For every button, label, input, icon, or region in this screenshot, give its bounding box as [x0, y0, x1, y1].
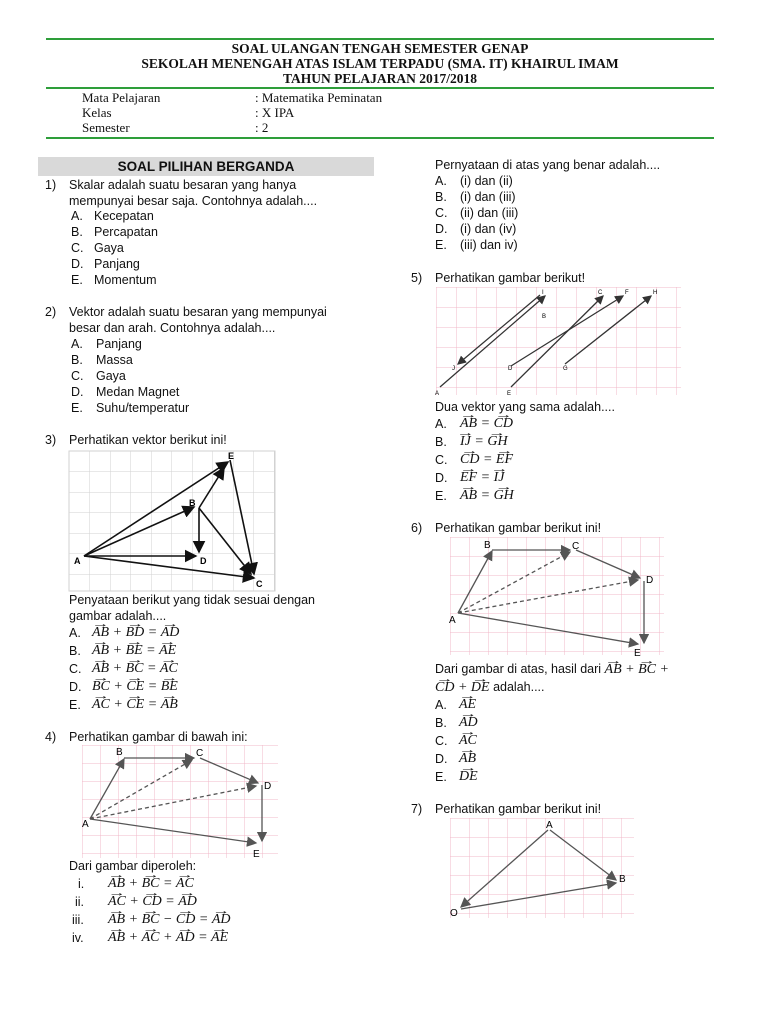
- q4-item-iii-label: iii.: [72, 913, 84, 927]
- q4-item-i-expr: → AB + → BC = → AC: [108, 876, 194, 892]
- q1-option-d-letter: D.: [71, 257, 84, 271]
- q6-option-e-expr: → DE: [459, 769, 478, 785]
- q7-vector-figure: [446, 816, 636, 921]
- q5-option-e-expr: → AB = → GH: [460, 488, 514, 504]
- q4cont-option-c-letter: C.: [435, 206, 448, 220]
- class-value: : X IPA: [255, 105, 295, 120]
- q5-label-a: A: [435, 391, 440, 397]
- q4cont-option-d-letter: D.: [435, 222, 448, 236]
- q3-option-c-letter: C.: [69, 662, 82, 676]
- q6-option-c-expr: → AC: [459, 733, 477, 749]
- q3-number: 3): [45, 433, 57, 447]
- q3-option-b-letter: B.: [69, 644, 81, 658]
- q5-label-h: H: [653, 290, 658, 296]
- q3-line1: Perhatikan vektor berikut ini!: [69, 433, 227, 447]
- q4cont-option-a-letter: A.: [435, 174, 447, 188]
- q2-line2: besar dan arah. Contohnya adalah....: [69, 321, 276, 335]
- q6-number: 6): [411, 521, 423, 535]
- q3-stem-line2: gambar adalah....: [69, 609, 167, 623]
- q3-vector-figure: [68, 450, 276, 592]
- q5-label-d: D: [508, 366, 513, 372]
- q4-number: 4): [45, 730, 57, 744]
- q4-item-ii-expr: → AC + → CD = → AD: [108, 894, 197, 910]
- q5-vector-figure: [433, 284, 683, 399]
- q1-option-c-letter: C.: [71, 241, 84, 255]
- semester-value: : 2: [255, 120, 269, 135]
- header-rule-bottom: [46, 137, 714, 139]
- q5-option-b-expr: → IJ = → GH: [460, 434, 508, 450]
- q5-line1: Perhatikan gambar berikut!: [435, 271, 586, 285]
- q5-option-b-letter: B.: [435, 435, 447, 449]
- q2-option-c-text: Gaya: [96, 369, 126, 383]
- q5-option-e-letter: E.: [435, 489, 447, 503]
- q6-label-d: D: [646, 575, 654, 586]
- q1-option-b-text: Percapatan: [94, 225, 158, 239]
- header-rule-top: [46, 38, 714, 40]
- q4-label-b: B: [116, 747, 123, 758]
- section-title: SOAL PILIHAN BERGANDA: [38, 157, 374, 176]
- q6-label-b: B: [484, 540, 491, 551]
- q5-label-g: G: [563, 366, 568, 372]
- q3-label-a: A: [74, 556, 81, 566]
- class-label: Kelas: [82, 105, 112, 120]
- q4cont-stem: Pernyataan di atas yang benar adalah....: [435, 158, 661, 172]
- q2-option-a-letter: A.: [71, 337, 83, 351]
- q6-stem-line2: → CD + → DE adalah....: [435, 679, 545, 696]
- q4-vector-figure: [80, 745, 280, 860]
- q1-line2: mempunyai besar saja. Contohnya adalah....: [69, 194, 318, 208]
- q5-label-e: E: [507, 391, 512, 397]
- q5-option-d-letter: D.: [435, 471, 448, 485]
- q2-option-e-letter: E.: [71, 401, 83, 415]
- q6-line1: Perhatikan gambar berikut ini!: [435, 521, 602, 535]
- q6-label-a: A: [449, 615, 456, 626]
- q6-option-a-expr: → AE: [459, 697, 476, 713]
- q3-option-e-letter: E.: [69, 698, 81, 712]
- header-title-3: TAHUN PELAJARAN 2017/2018: [282, 71, 477, 86]
- q3-label-e: E: [228, 451, 235, 461]
- q5-label-b: B: [542, 314, 547, 320]
- q3-label-d: D: [200, 556, 207, 566]
- q4-item-iv-expr: → AB + → AC + → AD = → AE: [108, 930, 228, 946]
- q3-option-a-expr: → AB + → BD = → AD: [92, 625, 179, 641]
- q4-label-d: D: [264, 781, 272, 792]
- header-rule-mid: [46, 87, 714, 89]
- q2-option-e-text: Suhu/temperatur: [96, 401, 190, 415]
- q2-number: 2): [45, 305, 57, 319]
- q7-number: 7): [411, 802, 423, 816]
- q3-stem-line1: Penyataan berikut yang tidak sesuai dengan: [69, 593, 316, 607]
- q1-option-e-letter: E.: [71, 273, 83, 287]
- q7-line1: Perhatikan gambar berikut ini!: [435, 802, 602, 816]
- q4-stem: Dari gambar diperoleh:: [69, 859, 197, 873]
- q1-option-a-letter: A.: [71, 209, 83, 223]
- q4-label-a: A: [82, 819, 89, 830]
- q4-item-ii-label: ii.: [75, 895, 85, 909]
- q3-option-d-expr: → BC + → CE = → BE: [92, 679, 178, 695]
- q3-option-c-expr: → AB + → BC = → AC: [92, 661, 178, 677]
- q1-option-b-letter: B.: [71, 225, 83, 239]
- subject-value: : Matematika Peminatan: [255, 90, 383, 105]
- q2-option-d-letter: D.: [71, 385, 84, 399]
- q6-option-d-expr: → AB: [459, 751, 476, 767]
- q2-option-d-text: Medan Magnet: [96, 385, 180, 399]
- q5-label-j: J: [452, 366, 455, 372]
- q6-stem-line1: Dari gambar di atas, hasil dari → AB + → BC +: [435, 661, 669, 678]
- q5-option-c-expr: → CD = → EF: [460, 452, 513, 468]
- q6-option-a-letter: A.: [435, 698, 447, 712]
- q2-option-b-text: Massa: [96, 353, 133, 367]
- q1-option-d-text: Panjang: [94, 257, 140, 271]
- q1-option-a-text: Kecepatan: [94, 209, 154, 223]
- q4cont-option-d-text: (i) dan (iv): [460, 222, 517, 236]
- subject-label: Mata Pelajaran: [82, 90, 161, 105]
- q2-line1: Vektor adalah suatu besaran yang mempunyai: [69, 305, 327, 319]
- q4-item-iv-label: iv.: [72, 931, 84, 945]
- q4-label-e: E: [253, 849, 260, 860]
- q1-option-e-text: Momentum: [94, 273, 157, 287]
- semester-label: Semester: [82, 120, 130, 135]
- q6-vector-figure: [446, 535, 668, 659]
- q4cont-option-e-letter: E.: [435, 238, 447, 252]
- q5-option-a-letter: A.: [435, 417, 447, 431]
- q4cont-option-e-text: (iii) dan iv): [460, 238, 518, 252]
- q6-option-c-letter: C.: [435, 734, 448, 748]
- q4-item-iii-expr: → AB + → BC − → CD = → AD: [108, 912, 230, 928]
- q7-label-b: B: [619, 874, 626, 885]
- q5-label-i: I: [542, 290, 544, 296]
- q4-label-c: C: [196, 748, 204, 759]
- header-title-2: SEKOLAH MENENGAH ATAS ISLAM TERPADU (SMA. IT) KHAIRUL IMAM: [141, 56, 619, 71]
- q6-label-c: C: [572, 541, 580, 552]
- q3-option-b-expr: → AB + → BE = → AE: [92, 643, 176, 659]
- q4-item-i-label: i.: [78, 877, 85, 891]
- q5-option-a-expr: → AB = → CD: [460, 416, 513, 432]
- header-title-1: SOAL ULANGAN TENGAH SEMESTER GENAP: [231, 41, 529, 56]
- q4cont-option-c-text: (ii) dan (iii): [460, 206, 519, 220]
- q2-option-a-text: Panjang: [96, 337, 142, 351]
- q5-number: 5): [411, 271, 423, 285]
- q1-option-c-text: Gaya: [94, 241, 124, 255]
- q5-label-c: C: [598, 290, 603, 296]
- q7-label-o: O: [450, 908, 458, 919]
- q3-label-c: C: [256, 579, 263, 589]
- q6-label-e: E: [634, 648, 641, 659]
- q3-option-a-letter: A.: [69, 626, 81, 640]
- q7-label-a: A: [546, 820, 553, 831]
- q6-option-b-expr: → AD: [459, 715, 478, 731]
- q6-option-d-letter: D.: [435, 752, 448, 766]
- q3-option-d-letter: D.: [69, 680, 82, 694]
- q3-option-e-expr: → AC + → CE = → AB: [92, 697, 178, 713]
- q6-option-b-letter: B.: [435, 716, 447, 730]
- q5-stem: Dua vektor yang sama adalah....: [435, 400, 615, 414]
- q5-option-c-letter: C.: [435, 453, 448, 467]
- q5-option-d-expr: → EF = → IJ: [460, 470, 504, 486]
- q4cont-option-b-text: (i) dan (iii): [460, 190, 516, 204]
- q1-line1: Skalar adalah suatu besaran yang hanya: [69, 178, 297, 192]
- q2-option-c-letter: C.: [71, 369, 84, 383]
- q6-option-e-letter: E.: [435, 770, 447, 784]
- q2-option-b-letter: B.: [71, 353, 83, 367]
- q4cont-option-b-letter: B.: [435, 190, 447, 204]
- q1-number: 1): [45, 178, 57, 192]
- q5-label-f: F: [625, 290, 629, 296]
- q4cont-option-a-text: (i) dan (ii): [460, 174, 513, 188]
- q3-label-b: B: [189, 498, 196, 508]
- q4-line1: Perhatikan gambar di bawah ini:: [69, 730, 248, 744]
